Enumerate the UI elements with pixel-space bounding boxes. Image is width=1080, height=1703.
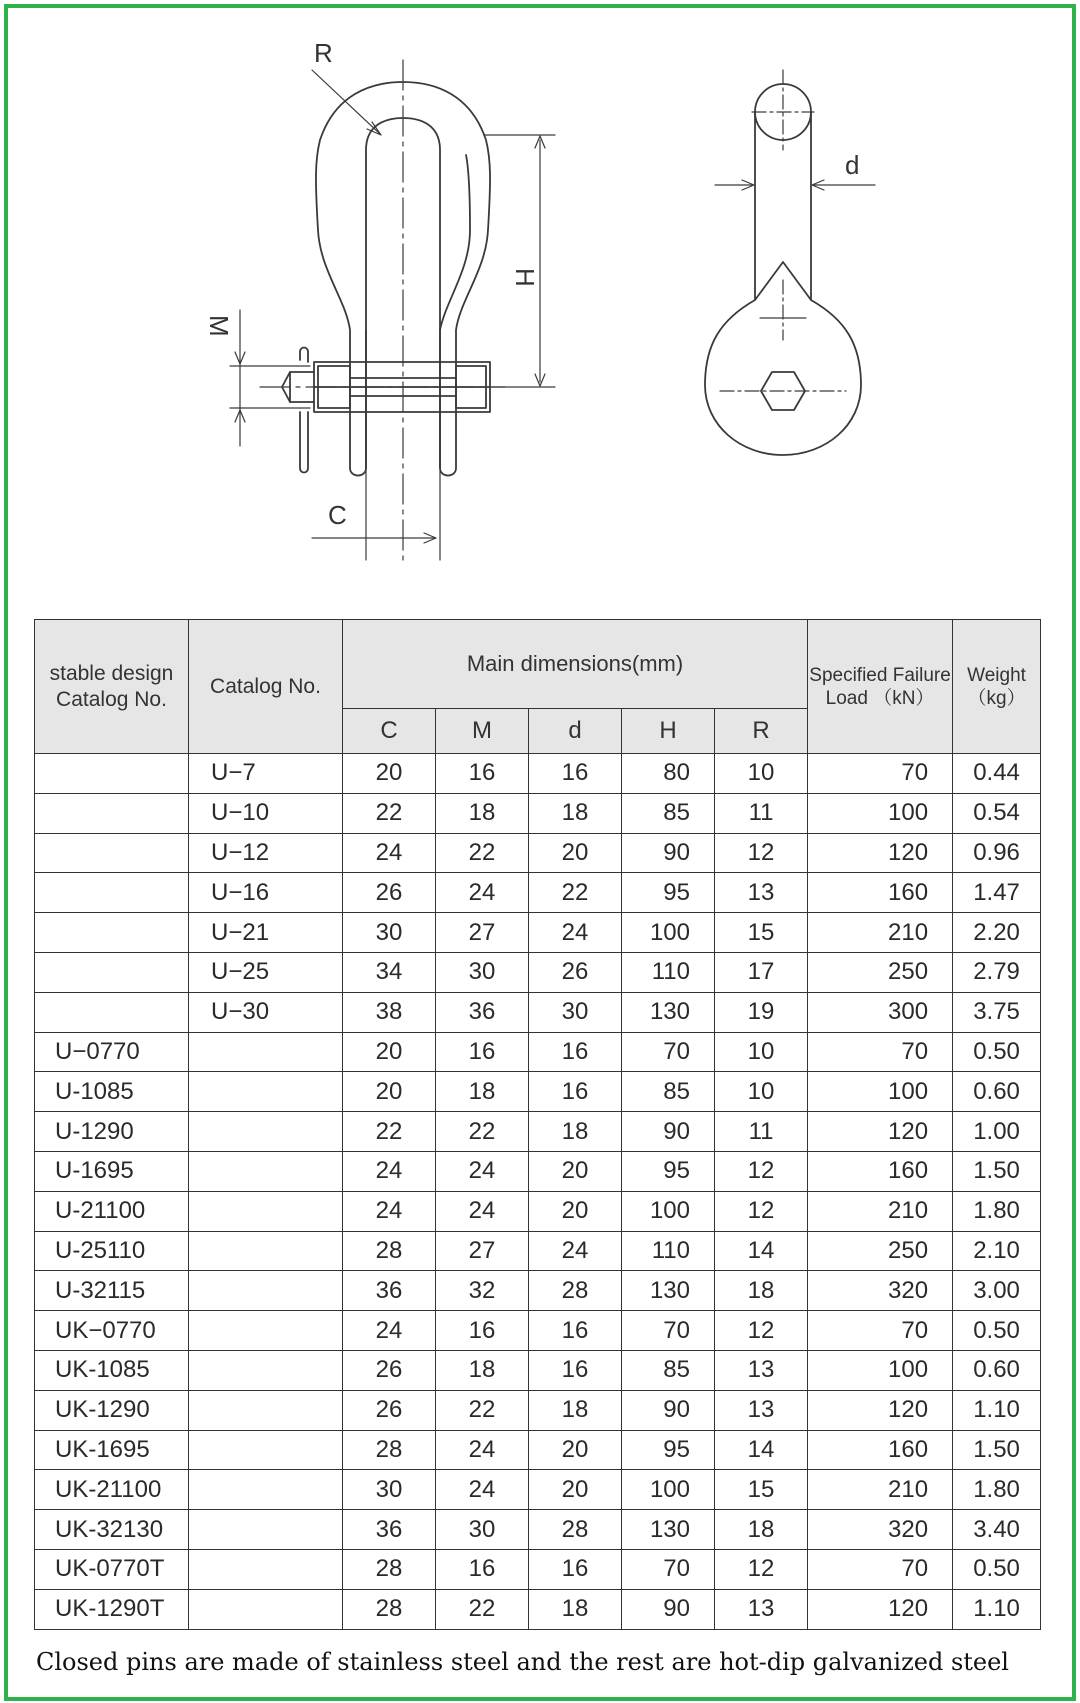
cell-catalog-no	[189, 1430, 343, 1470]
cell-catalog-no: U−30	[189, 992, 343, 1032]
cell-failure-load: 250	[808, 952, 953, 992]
cell-m: 24	[436, 1470, 529, 1510]
cell-stable-design	[35, 833, 189, 873]
cell-c: 34	[343, 952, 436, 992]
cell-d: 28	[529, 1271, 622, 1311]
cell-r: 12	[715, 1191, 808, 1231]
cell-m: 24	[436, 1430, 529, 1470]
cell-c: 24	[343, 1311, 436, 1351]
cell-failure-load: 300	[808, 992, 953, 1032]
cell-d: 28	[529, 1510, 622, 1550]
cell-m: 24	[436, 1151, 529, 1191]
cell-r: 15	[715, 913, 808, 953]
shackle-technical-drawing	[0, 0, 1080, 600]
cell-r: 12	[715, 1151, 808, 1191]
cell-stable-design: U-21100	[35, 1191, 189, 1231]
cell-c: 20	[343, 1032, 436, 1072]
cell-stable-design	[35, 754, 189, 794]
cell-h: 95	[622, 873, 715, 913]
table-row	[35, 754, 1041, 794]
label-d: d	[845, 150, 860, 180]
table-row	[35, 793, 1041, 833]
cell-failure-load: 160	[808, 1151, 953, 1191]
cell-catalog-no	[189, 1510, 343, 1550]
cell-h: 80	[622, 754, 715, 794]
table-row	[35, 1072, 1041, 1112]
cell-c: 28	[343, 1430, 436, 1470]
cell-catalog-no: U−25	[189, 952, 343, 992]
cell-stable-design: U-1085	[35, 1072, 189, 1112]
cell-r: 13	[715, 1390, 808, 1430]
cell-m: 36	[436, 992, 529, 1032]
cell-m: 22	[436, 1589, 529, 1629]
cell-c: 24	[343, 833, 436, 873]
cell-r: 10	[715, 1072, 808, 1112]
header-r: R	[715, 709, 808, 754]
cell-weight: 0.50	[953, 1032, 1041, 1072]
cell-m: 18	[436, 1072, 529, 1112]
cell-c: 20	[343, 754, 436, 794]
cell-h: 70	[622, 1032, 715, 1072]
cell-failure-load: 210	[808, 913, 953, 953]
cell-weight: 1.10	[953, 1589, 1041, 1629]
cell-h: 130	[622, 1510, 715, 1550]
cell-weight: 1.80	[953, 1470, 1041, 1510]
table-row	[35, 1112, 1041, 1152]
cell-catalog-no	[189, 1032, 343, 1072]
cell-catalog-no	[189, 1549, 343, 1589]
cell-catalog-no	[189, 1191, 343, 1231]
footnote: Closed pins are made of stainless steel and the rest are hot-dip galvanized steel	[36, 1648, 1009, 1676]
cell-d: 24	[529, 1231, 622, 1271]
cell-weight: 1.47	[953, 873, 1041, 913]
cell-catalog-no: U−10	[189, 793, 343, 833]
cell-d: 18	[529, 793, 622, 833]
table-row	[35, 913, 1041, 953]
cell-c: 36	[343, 1271, 436, 1311]
cell-h: 95	[622, 1151, 715, 1191]
cell-weight: 1.00	[953, 1112, 1041, 1152]
cell-failure-load: 100	[808, 793, 953, 833]
header-d: d	[529, 709, 622, 754]
cell-d: 24	[529, 913, 622, 953]
cell-d: 18	[529, 1589, 622, 1629]
cell-c: 26	[343, 1390, 436, 1430]
cell-m: 22	[436, 833, 529, 873]
cell-r: 13	[715, 873, 808, 913]
cell-stable-design	[35, 793, 189, 833]
cell-weight: 0.50	[953, 1311, 1041, 1351]
cell-catalog-no	[189, 1390, 343, 1430]
cell-r: 10	[715, 754, 808, 794]
header-c: C	[343, 709, 436, 754]
table-row	[35, 1231, 1041, 1271]
cell-r: 14	[715, 1430, 808, 1470]
table-row	[35, 1430, 1041, 1470]
cell-weight: 1.10	[953, 1390, 1041, 1430]
cell-c: 28	[343, 1589, 436, 1629]
cell-c: 26	[343, 1350, 436, 1390]
cell-c: 28	[343, 1231, 436, 1271]
table-row	[35, 1311, 1041, 1351]
cell-h: 110	[622, 952, 715, 992]
cell-m: 30	[436, 952, 529, 992]
cell-failure-load: 210	[808, 1191, 953, 1231]
cell-h: 85	[622, 1350, 715, 1390]
cell-stable-design: UK-32130	[35, 1510, 189, 1550]
cell-m: 24	[436, 873, 529, 913]
table-row	[35, 992, 1041, 1032]
cell-stable-design: U−0770	[35, 1032, 189, 1072]
table-row	[35, 1390, 1041, 1430]
cell-c: 26	[343, 873, 436, 913]
cell-d: 26	[529, 952, 622, 992]
cell-weight: 1.80	[953, 1191, 1041, 1231]
cell-catalog-no	[189, 1151, 343, 1191]
cell-d: 16	[529, 1350, 622, 1390]
cell-r: 13	[715, 1589, 808, 1629]
table-row	[35, 1510, 1041, 1550]
cell-h: 90	[622, 1112, 715, 1152]
cell-stable-design	[35, 952, 189, 992]
table-row	[35, 873, 1041, 913]
cell-d: 22	[529, 873, 622, 913]
cell-h: 100	[622, 1470, 715, 1510]
cell-catalog-no	[189, 1112, 343, 1152]
cell-m: 16	[436, 754, 529, 794]
cell-d: 16	[529, 1072, 622, 1112]
cell-d: 16	[529, 1032, 622, 1072]
cell-m: 24	[436, 1191, 529, 1231]
cell-d: 16	[529, 1549, 622, 1589]
shackle-outer-outline	[316, 82, 490, 476]
cell-c: 36	[343, 1510, 436, 1550]
cell-stable-design: UK−0770	[35, 1311, 189, 1351]
cell-m: 16	[436, 1311, 529, 1351]
cell-weight: 0.50	[953, 1549, 1041, 1589]
header-weight: Weight （kg）	[953, 620, 1041, 754]
header-m: M	[436, 709, 529, 754]
cell-r: 12	[715, 1311, 808, 1351]
cell-catalog-no: U−21	[189, 913, 343, 953]
cell-c: 30	[343, 913, 436, 953]
cell-h: 110	[622, 1231, 715, 1271]
cell-m: 32	[436, 1271, 529, 1311]
cell-catalog-no	[189, 1311, 343, 1351]
table-row	[35, 1549, 1041, 1589]
cell-m: 22	[436, 1390, 529, 1430]
cell-h: 130	[622, 992, 715, 1032]
cell-r: 18	[715, 1510, 808, 1550]
cell-failure-load: 160	[808, 1430, 953, 1470]
cell-h: 95	[622, 1430, 715, 1470]
cell-failure-load: 210	[808, 1470, 953, 1510]
cell-stable-design: UK-1085	[35, 1350, 189, 1390]
cell-stable-design: U-32115	[35, 1271, 189, 1311]
cell-catalog-no: U−12	[189, 833, 343, 873]
cell-failure-load: 120	[808, 1112, 953, 1152]
cell-stable-design: U-1695	[35, 1151, 189, 1191]
cell-weight: 1.50	[953, 1151, 1041, 1191]
cell-catalog-no	[189, 1350, 343, 1390]
cell-failure-load: 160	[808, 873, 953, 913]
cell-d: 30	[529, 992, 622, 1032]
cell-catalog-no	[189, 1231, 343, 1271]
table-header	[35, 620, 1041, 754]
table-row	[35, 1470, 1041, 1510]
cell-h: 100	[622, 913, 715, 953]
cell-d: 18	[529, 1390, 622, 1430]
cell-weight: 0.60	[953, 1072, 1041, 1112]
table-row	[35, 1191, 1041, 1231]
cell-r: 14	[715, 1231, 808, 1271]
header-main-dimensions: Main dimensions(mm)	[343, 620, 808, 709]
cell-stable-design	[35, 873, 189, 913]
cell-d: 16	[529, 1311, 622, 1351]
cell-stable-design: UK-0770T	[35, 1549, 189, 1589]
cell-d: 20	[529, 1151, 622, 1191]
cell-weight: 3.75	[953, 992, 1041, 1032]
cell-r: 15	[715, 1470, 808, 1510]
cell-d: 20	[529, 833, 622, 873]
cell-failure-load: 120	[808, 833, 953, 873]
cell-failure-load: 70	[808, 1311, 953, 1351]
cell-stable-design	[35, 992, 189, 1032]
cell-h: 90	[622, 1589, 715, 1629]
header-specified-failure-load: Specified Failure Load （kN）	[808, 620, 953, 754]
cell-r: 10	[715, 1032, 808, 1072]
cell-stable-design: UK-1290T	[35, 1589, 189, 1629]
cell-catalog-no	[189, 1589, 343, 1629]
header-h: H	[622, 709, 715, 754]
cell-d: 20	[529, 1430, 622, 1470]
cell-r: 11	[715, 793, 808, 833]
cell-h: 90	[622, 1390, 715, 1430]
cell-c: 38	[343, 992, 436, 1032]
cell-failure-load: 120	[808, 1589, 953, 1629]
cell-r: 17	[715, 952, 808, 992]
cell-failure-load: 250	[808, 1231, 953, 1271]
cell-m: 16	[436, 1032, 529, 1072]
cell-r: 18	[715, 1271, 808, 1311]
cell-c: 22	[343, 793, 436, 833]
cell-c: 24	[343, 1191, 436, 1231]
cell-weight: 2.20	[953, 913, 1041, 953]
cell-c: 30	[343, 1470, 436, 1510]
cell-weight: 2.10	[953, 1231, 1041, 1271]
cell-weight: 1.50	[953, 1430, 1041, 1470]
cell-m: 18	[436, 793, 529, 833]
cell-h: 100	[622, 1191, 715, 1231]
cell-stable-design: UK-21100	[35, 1470, 189, 1510]
cell-weight: 3.00	[953, 1271, 1041, 1311]
cell-d: 18	[529, 1112, 622, 1152]
table-row	[35, 833, 1041, 873]
cell-c: 22	[343, 1112, 436, 1152]
cell-failure-load: 100	[808, 1350, 953, 1390]
cell-m: 27	[436, 1231, 529, 1271]
cell-h: 85	[622, 1072, 715, 1112]
cell-r: 11	[715, 1112, 808, 1152]
cell-r: 12	[715, 1549, 808, 1589]
cell-d: 16	[529, 754, 622, 794]
cell-h: 130	[622, 1271, 715, 1311]
cell-weight: 3.40	[953, 1510, 1041, 1550]
label-c: C	[328, 500, 347, 530]
specification-table	[34, 619, 1041, 1630]
cell-failure-load: 320	[808, 1510, 953, 1550]
cell-failure-load: 70	[808, 1549, 953, 1589]
table-row	[35, 1151, 1041, 1191]
table-body	[35, 754, 1041, 1630]
cell-catalog-no	[189, 1072, 343, 1112]
cell-d: 20	[529, 1470, 622, 1510]
cell-weight: 2.79	[953, 952, 1041, 992]
cell-c: 24	[343, 1151, 436, 1191]
label-r: R	[314, 38, 333, 68]
cell-failure-load: 100	[808, 1072, 953, 1112]
cell-catalog-no	[189, 1271, 343, 1311]
cell-r: 12	[715, 833, 808, 873]
cell-weight: 0.44	[953, 754, 1041, 794]
cell-stable-design: UK-1290	[35, 1390, 189, 1430]
cell-stable-design	[35, 913, 189, 953]
cell-stable-design: UK-1695	[35, 1430, 189, 1470]
cell-m: 22	[436, 1112, 529, 1152]
cell-catalog-no	[189, 1470, 343, 1510]
label-m: M	[204, 315, 234, 337]
table-row	[35, 952, 1041, 992]
cell-h: 90	[622, 833, 715, 873]
cell-c: 28	[343, 1549, 436, 1589]
cell-failure-load: 70	[808, 754, 953, 794]
cell-stable-design: U-25110	[35, 1231, 189, 1271]
cell-catalog-no: U−7	[189, 754, 343, 794]
cell-weight: 0.60	[953, 1350, 1041, 1390]
cell-weight: 0.96	[953, 833, 1041, 873]
cell-h: 70	[622, 1311, 715, 1351]
cell-m: 18	[436, 1350, 529, 1390]
table-row	[35, 1271, 1041, 1311]
cell-stable-design: U-1290	[35, 1112, 189, 1152]
header-stable-design: stable design Catalog No.	[35, 620, 189, 754]
cell-failure-load: 70	[808, 1032, 953, 1072]
label-h: H	[510, 268, 540, 287]
cell-m: 16	[436, 1549, 529, 1589]
cell-d: 20	[529, 1191, 622, 1231]
cell-h: 70	[622, 1549, 715, 1589]
cell-r: 19	[715, 992, 808, 1032]
header-catalog-no: Catalog No.	[189, 620, 343, 754]
cell-r: 13	[715, 1350, 808, 1390]
table-row	[35, 1032, 1041, 1072]
cell-weight: 0.54	[953, 793, 1041, 833]
cell-c: 20	[343, 1072, 436, 1112]
table-row	[35, 1350, 1041, 1390]
cell-h: 85	[622, 793, 715, 833]
cell-failure-load: 320	[808, 1271, 953, 1311]
cell-catalog-no: U−16	[189, 873, 343, 913]
cell-m: 27	[436, 913, 529, 953]
cell-failure-load: 120	[808, 1390, 953, 1430]
table-row	[35, 1589, 1041, 1629]
cell-m: 30	[436, 1510, 529, 1550]
